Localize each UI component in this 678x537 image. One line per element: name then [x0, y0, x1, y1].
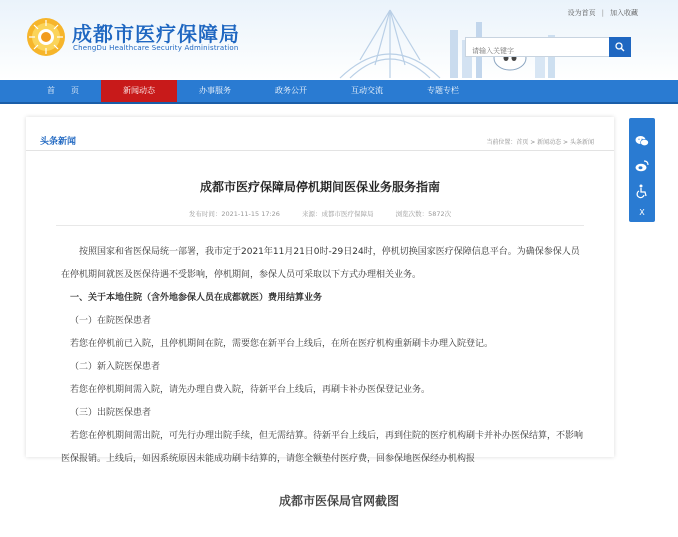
share-weibo[interactable]	[629, 153, 655, 178]
nav-services[interactable]: 办事服务	[199, 86, 231, 95]
site-subtitle: ChengDu Healthcare Security Administration	[73, 44, 239, 52]
nav-interaction[interactable]: 互动交流	[351, 86, 383, 95]
search-button[interactable]	[609, 37, 631, 57]
section-title: 头条新闻	[40, 137, 77, 147]
article-body	[61, 241, 583, 471]
nav-news[interactable]: 新闻动态	[101, 80, 177, 102]
search-input[interactable]	[466, 42, 610, 60]
add-favorite-link[interactable]: 加入收藏	[610, 9, 638, 17]
weibo-icon	[635, 160, 649, 172]
nav-government-affairs[interactable]: 政务公开	[275, 86, 307, 95]
close-button[interactable]: X	[639, 207, 645, 217]
wechat-icon	[635, 135, 649, 147]
view-count: 浏览次数：5872次	[395, 210, 452, 218]
breadcrumb[interactable]: 当前位置：首页 > 新闻动态 > 头条新闻	[486, 139, 594, 146]
article-meta	[26, 209, 614, 218]
accessibility-button[interactable]	[629, 179, 655, 204]
accessibility-icon	[636, 184, 648, 198]
paragraph: 若您在停机期间需入院，请先办理自费入院，待新平台上线后，再刷卡补办医保登记业务。	[70, 385, 431, 395]
paragraph: 按照国家和省医保局统一部署，我市定于2021年11月21日0时-29日24时，停机切换国家医疗保障信息平台。为确保参保人员在停机期间就医及医保待遇不受影响，停机期间，参保人员可采取以下方式办理相关业务。	[61, 247, 580, 280]
site-header	[0, 0, 678, 80]
card-header	[26, 117, 614, 151]
paragraph: 若您在停机前已入院，且停机期间在院，需要您在新平台上线后，在所在医疗机构重新刷卡办理入院登记。	[70, 339, 494, 349]
article-card	[26, 117, 614, 464]
search-box	[465, 37, 631, 57]
subheading: （二）新入院医保患者	[70, 362, 161, 372]
divider	[56, 225, 584, 226]
nav-home[interactable]: 首 页	[47, 86, 79, 95]
subheading: （三）出院医保患者	[70, 408, 152, 418]
paragraph: 若您在停机期间需出院，可先行办理出院手续，但无需结算。待新平台上线后，再到住院的医疗机构刷卡并补办医保结算，不影响医保报销。上线后，如因系统原因未能成功刷卡结算的，请您全额垫付医疗费，回参保地医保经办机构报	[61, 431, 584, 464]
search-icon	[615, 42, 625, 52]
set-homepage-link[interactable]: 设为首页	[567, 9, 596, 17]
article-source: 来源：成都市医疗保障局	[302, 210, 374, 218]
logo-emblem	[26, 17, 66, 57]
article-title: 成都市医疗保障局停机期间医保业务服务指南	[199, 180, 440, 194]
share-bar	[629, 118, 655, 222]
publish-time: 发布时间：2021-11-15 17:26	[188, 210, 280, 218]
site-title: 成都市医疗保障局	[72, 22, 240, 46]
subheading: （一）在院医保患者	[70, 316, 152, 326]
nav-special-topics[interactable]: 专题专栏	[427, 86, 459, 95]
share-wechat[interactable]	[629, 128, 655, 153]
main-nav	[0, 80, 678, 104]
section-heading: 一、关于本地住院（含外地参保人员在成都就医）费用结算业务	[70, 293, 323, 303]
top-links: 设为首页 | 加入收藏	[567, 9, 638, 17]
image-caption: 成都市医保局官网截图	[278, 494, 399, 508]
